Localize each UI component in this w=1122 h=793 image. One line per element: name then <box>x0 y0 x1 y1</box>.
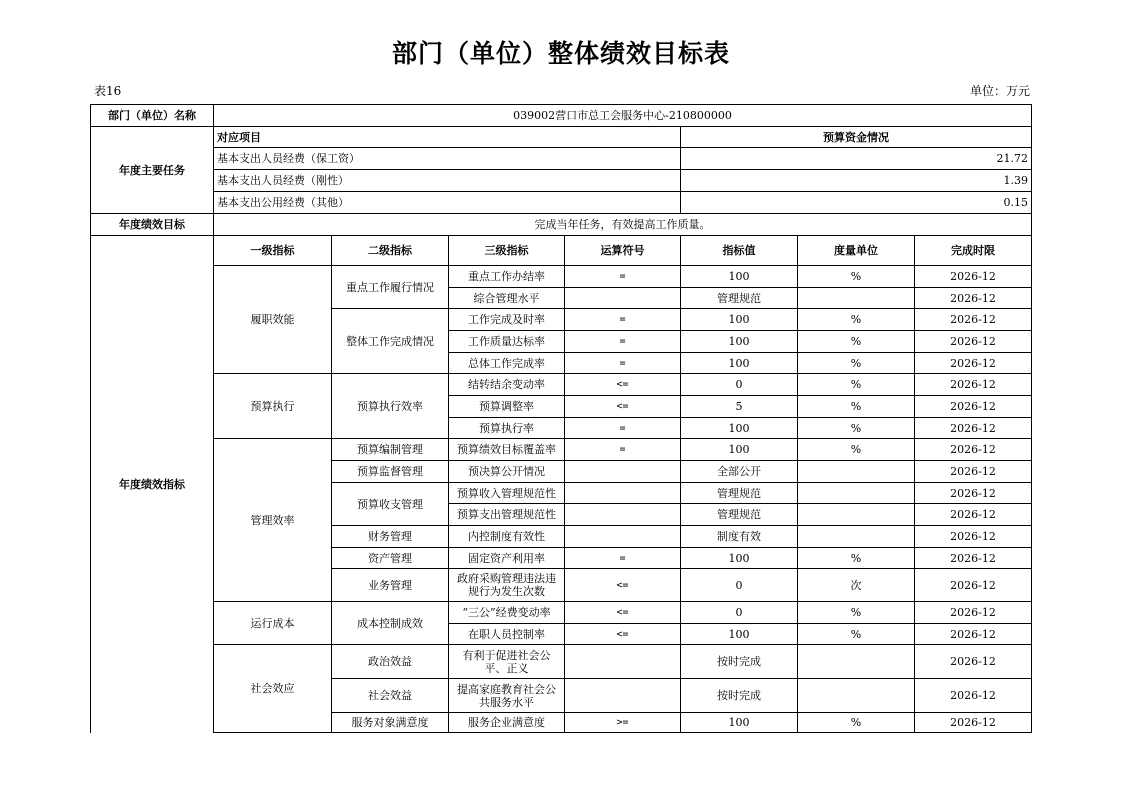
value-cell: 5 <box>681 396 798 418</box>
indicators-header-row <box>91 236 1032 266</box>
task-row <box>91 192 1032 214</box>
operator-cell: = <box>565 353 681 374</box>
task-amount: 1.39 <box>681 170 1032 192</box>
unit-cell <box>798 526 915 548</box>
unit-cell: % <box>798 602 915 624</box>
level2-cell: 成本控制成效 <box>332 602 449 645</box>
performance-goal-table <box>90 104 1032 733</box>
level1-cell: 预算执行 <box>214 374 332 439</box>
level3-cell: 提高家庭教育社会公共服务水平 <box>449 679 565 713</box>
operator-cell: <= <box>565 602 681 624</box>
value-cell: 100 <box>681 353 798 374</box>
task-item: 基本支出人员经费（刚性） <box>214 170 681 192</box>
value-cell: 按时完成 <box>681 645 798 679</box>
level2-cell: 服务对象满意度 <box>332 713 449 733</box>
operator-cell: <= <box>565 396 681 418</box>
deadline-cell: 2026-12 <box>915 526 1032 548</box>
deadline-cell: 2026-12 <box>915 679 1032 713</box>
level3-cell: 预算执行率 <box>449 418 565 439</box>
level3-cell: 服务企业满意度 <box>449 713 565 733</box>
dept-value: 039002营口市总工会服务中心-210800000 <box>214 105 1032 127</box>
value-cell: 100 <box>681 713 798 733</box>
goal-row <box>91 214 1032 236</box>
level2-cell: 预算执行效率 <box>332 374 449 439</box>
unit-cell: % <box>798 439 915 461</box>
level2-cell: 预算收支管理 <box>332 483 449 526</box>
value-cell: 100 <box>681 418 798 439</box>
unit-cell: % <box>798 266 915 288</box>
table-number: 表16 <box>94 84 122 98</box>
level1-cell: 运行成本 <box>214 602 332 645</box>
task-item: 基本支出公用经费（其他） <box>214 192 681 214</box>
operator-cell <box>565 504 681 526</box>
header-value: 指标值 <box>681 236 798 266</box>
value-cell: 管理规范 <box>681 288 798 309</box>
level3-cell: 总体工作完成率 <box>449 353 565 374</box>
tasks-label: 年度主要任务 <box>91 127 214 214</box>
deadline-cell: 2026-12 <box>915 288 1032 309</box>
level3-cell: 工作质量达标率 <box>449 331 565 353</box>
level3-cell: 内控制度有效性 <box>449 526 565 548</box>
operator-cell <box>565 679 681 713</box>
level2-cell: 预算编制管理 <box>332 439 449 461</box>
task-row <box>91 170 1032 192</box>
deadline-cell: 2026-12 <box>915 396 1032 418</box>
goal-label: 年度绩效目标 <box>91 214 214 236</box>
header-unit: 度量单位 <box>798 236 915 266</box>
task-row <box>91 148 1032 170</box>
table-row <box>91 266 1032 288</box>
task-amount: 0.15 <box>681 192 1032 214</box>
level3-cell: 工作完成及时率 <box>449 309 565 331</box>
level3-cell: “三公”经费变动率 <box>449 602 565 624</box>
operator-cell: = <box>565 309 681 331</box>
operator-cell: <= <box>565 624 681 645</box>
header-level1: 一级指标 <box>214 236 332 266</box>
goal-value: 完成当年任务，有效提高工作质量。 <box>214 214 1032 236</box>
level3-cell: 结转结余变动率 <box>449 374 565 396</box>
unit-cell: % <box>798 374 915 396</box>
task-item: 基本支出人员经费（保工资） <box>214 148 681 170</box>
value-cell: 管理规范 <box>681 504 798 526</box>
deadline-cell: 2026-12 <box>915 461 1032 483</box>
level3-cell: 综合管理水平 <box>449 288 565 309</box>
dept-row <box>91 105 1032 127</box>
operator-cell <box>565 483 681 504</box>
deadline-cell: 2026-12 <box>915 374 1032 396</box>
deadline-cell: 2026-12 <box>915 483 1032 504</box>
level1-cell: 履职效能 <box>214 266 332 374</box>
operator-cell: = <box>565 439 681 461</box>
unit-cell <box>798 645 915 679</box>
operator-cell <box>565 461 681 483</box>
level1-cell: 社会效应 <box>214 645 332 733</box>
deadline-cell: 2026-12 <box>915 504 1032 526</box>
value-cell: 管理规范 <box>681 483 798 504</box>
header-deadline: 完成时限 <box>915 236 1032 266</box>
operator-cell: = <box>565 548 681 569</box>
value-cell: 0 <box>681 569 798 602</box>
level3-cell: 预算绩效目标覆盖率 <box>449 439 565 461</box>
deadline-cell: 2026-12 <box>915 331 1032 353</box>
page-title: 部门（单位）整体绩效目标表 <box>391 39 730 68</box>
operator-cell: >= <box>565 713 681 733</box>
dept-label: 部门（单位）名称 <box>91 105 214 127</box>
operator-cell <box>565 526 681 548</box>
indicators-label: 年度绩效指标 <box>91 236 214 733</box>
deadline-cell: 2026-12 <box>915 713 1032 733</box>
tasks-header-row <box>91 127 1032 148</box>
table-row <box>91 602 1032 624</box>
header-level3: 三级指标 <box>449 236 565 266</box>
level3-cell: 有利于促进社会公平、正义 <box>449 645 565 679</box>
unit-cell: 次 <box>798 569 915 602</box>
unit-cell: % <box>798 396 915 418</box>
unit-cell <box>798 679 915 713</box>
operator-cell: = <box>565 331 681 353</box>
level2-cell: 资产管理 <box>332 548 449 569</box>
operator-cell: <= <box>565 374 681 396</box>
level3-cell: 固定资产利用率 <box>449 548 565 569</box>
unit-cell: % <box>798 548 915 569</box>
level3-cell: 政府采购管理违法违规行为发生次数 <box>449 569 565 602</box>
value-cell: 100 <box>681 331 798 353</box>
level2-cell: 整体工作完成情况 <box>332 309 449 374</box>
tasks-header-budget: 预算资金情况 <box>681 127 1032 148</box>
unit-cell <box>798 483 915 504</box>
table-row <box>91 439 1032 461</box>
deadline-cell: 2026-12 <box>915 645 1032 679</box>
level2-cell: 预算监督管理 <box>332 461 449 483</box>
unit-cell: % <box>798 713 915 733</box>
level3-cell: 重点工作办结率 <box>449 266 565 288</box>
value-cell: 100 <box>681 266 798 288</box>
deadline-cell: 2026-12 <box>915 418 1032 439</box>
value-cell: 100 <box>681 309 798 331</box>
unit-cell: % <box>798 309 915 331</box>
level2-cell: 政治效益 <box>332 645 449 679</box>
level3-cell: 预决算公开情况 <box>449 461 565 483</box>
value-cell: 0 <box>681 602 798 624</box>
level2-cell: 业务管理 <box>332 569 449 602</box>
level3-cell: 预算支出管理规范性 <box>449 504 565 526</box>
level3-cell: 预算调整率 <box>449 396 565 418</box>
operator-cell <box>565 288 681 309</box>
unit-label: 单位：万元 <box>969 84 1030 98</box>
level3-cell: 在职人员控制率 <box>449 624 565 645</box>
level2-cell: 重点工作履行情况 <box>332 266 449 309</box>
unit-cell: % <box>798 624 915 645</box>
deadline-cell: 2026-12 <box>915 548 1032 569</box>
operator-cell <box>565 645 681 679</box>
header-operator: 运算符号 <box>565 236 681 266</box>
deadline-cell: 2026-12 <box>915 353 1032 374</box>
deadline-cell: 2026-12 <box>915 624 1032 645</box>
operator-cell: = <box>565 266 681 288</box>
unit-cell: % <box>798 353 915 374</box>
unit-cell: % <box>798 331 915 353</box>
operator-cell: = <box>565 418 681 439</box>
header-level2: 二级指标 <box>332 236 449 266</box>
value-cell: 制度有效 <box>681 526 798 548</box>
task-amount: 21.72 <box>681 148 1032 170</box>
deadline-cell: 2026-12 <box>915 569 1032 602</box>
value-cell: 全部公开 <box>681 461 798 483</box>
deadline-cell: 2026-12 <box>915 439 1032 461</box>
value-cell: 0 <box>681 374 798 396</box>
deadline-cell: 2026-12 <box>915 266 1032 288</box>
tasks-header-item: 对应项目 <box>214 127 681 148</box>
unit-cell <box>798 461 915 483</box>
level2-cell: 社会效益 <box>332 679 449 713</box>
level1-cell: 管理效率 <box>214 439 332 602</box>
level2-cell: 财务管理 <box>332 526 449 548</box>
table-row <box>91 374 1032 396</box>
unit-cell <box>798 288 915 309</box>
value-cell: 100 <box>681 439 798 461</box>
deadline-cell: 2026-12 <box>915 309 1032 331</box>
level3-cell: 预算收入管理规范性 <box>449 483 565 504</box>
value-cell: 100 <box>681 624 798 645</box>
operator-cell: <= <box>565 569 681 602</box>
value-cell: 100 <box>681 548 798 569</box>
deadline-cell: 2026-12 <box>915 602 1032 624</box>
table-row <box>91 645 1032 679</box>
unit-cell: % <box>798 418 915 439</box>
value-cell: 按时完成 <box>681 679 798 713</box>
unit-cell <box>798 504 915 526</box>
